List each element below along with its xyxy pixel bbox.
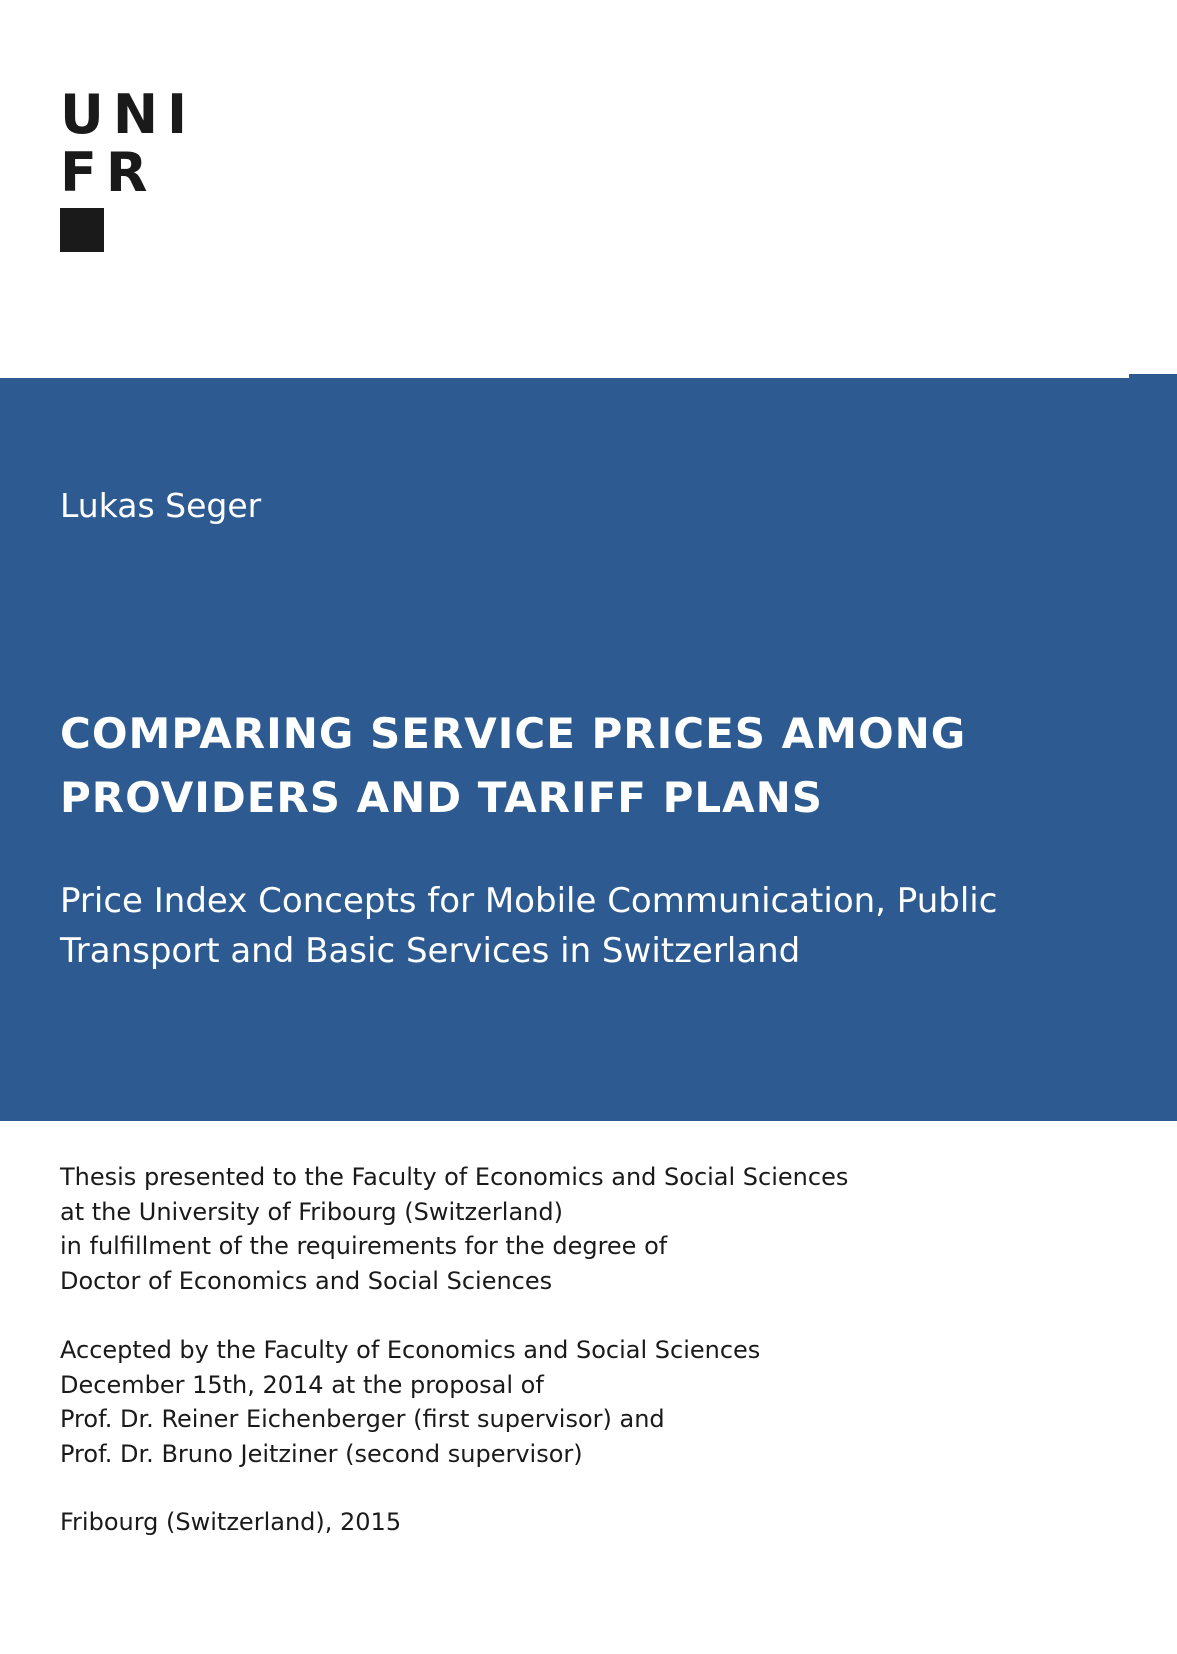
logo-line-uni: UNI (60, 83, 197, 146)
thesis-subtitle-line-2: Transport and Basic Services in Switzerland (60, 931, 801, 971)
acceptance-line-1: Accepted by the Faculty of Economics and Social Sciences (60, 1336, 761, 1364)
thesis-statement (60, 1160, 1120, 1298)
thesis-statement-line-1: Thesis presented to the Faculty of Economics and Social Sciences (60, 1163, 849, 1191)
thesis-title (60, 702, 1120, 830)
thesis-statement-line-3: in fulfillment of the requirements for the degree of (60, 1232, 668, 1260)
thesis-subtitle-line-1: Price Index Concepts for Mobile Communication, Public (60, 881, 998, 921)
university-logo (60, 83, 197, 252)
acceptance-statement (60, 1333, 1120, 1471)
thesis-statement-line-2: at the University of Fribourg (Switzerland) (60, 1197, 563, 1226)
logo-line-fr: FR (60, 141, 157, 204)
thesis-statement-line-4: Doctor of Economics and Social Sciences (60, 1266, 553, 1295)
thesis-title-line-1: COMPARING SERVICE PRICES AMONG (60, 709, 967, 758)
thesis-subtitle (60, 876, 1120, 976)
acceptance-line-2: December 15th, 2014 at the proposal of (60, 1370, 544, 1399)
place-and-year: Fribourg (Switzerland), 2015 (60, 1508, 402, 1536)
author-name: Lukas Seger (60, 486, 262, 525)
acceptance-line-3: Prof. Dr. Reiner Eichenberger (first supervisor) and (60, 1405, 665, 1433)
thesis-title-line-2: PROVIDERS AND TARIFF PLANS (60, 773, 824, 822)
logo-square-mark (60, 208, 104, 252)
acceptance-line-4: Prof. Dr. Bruno Jeitziner (second supervisor) (60, 1439, 583, 1468)
